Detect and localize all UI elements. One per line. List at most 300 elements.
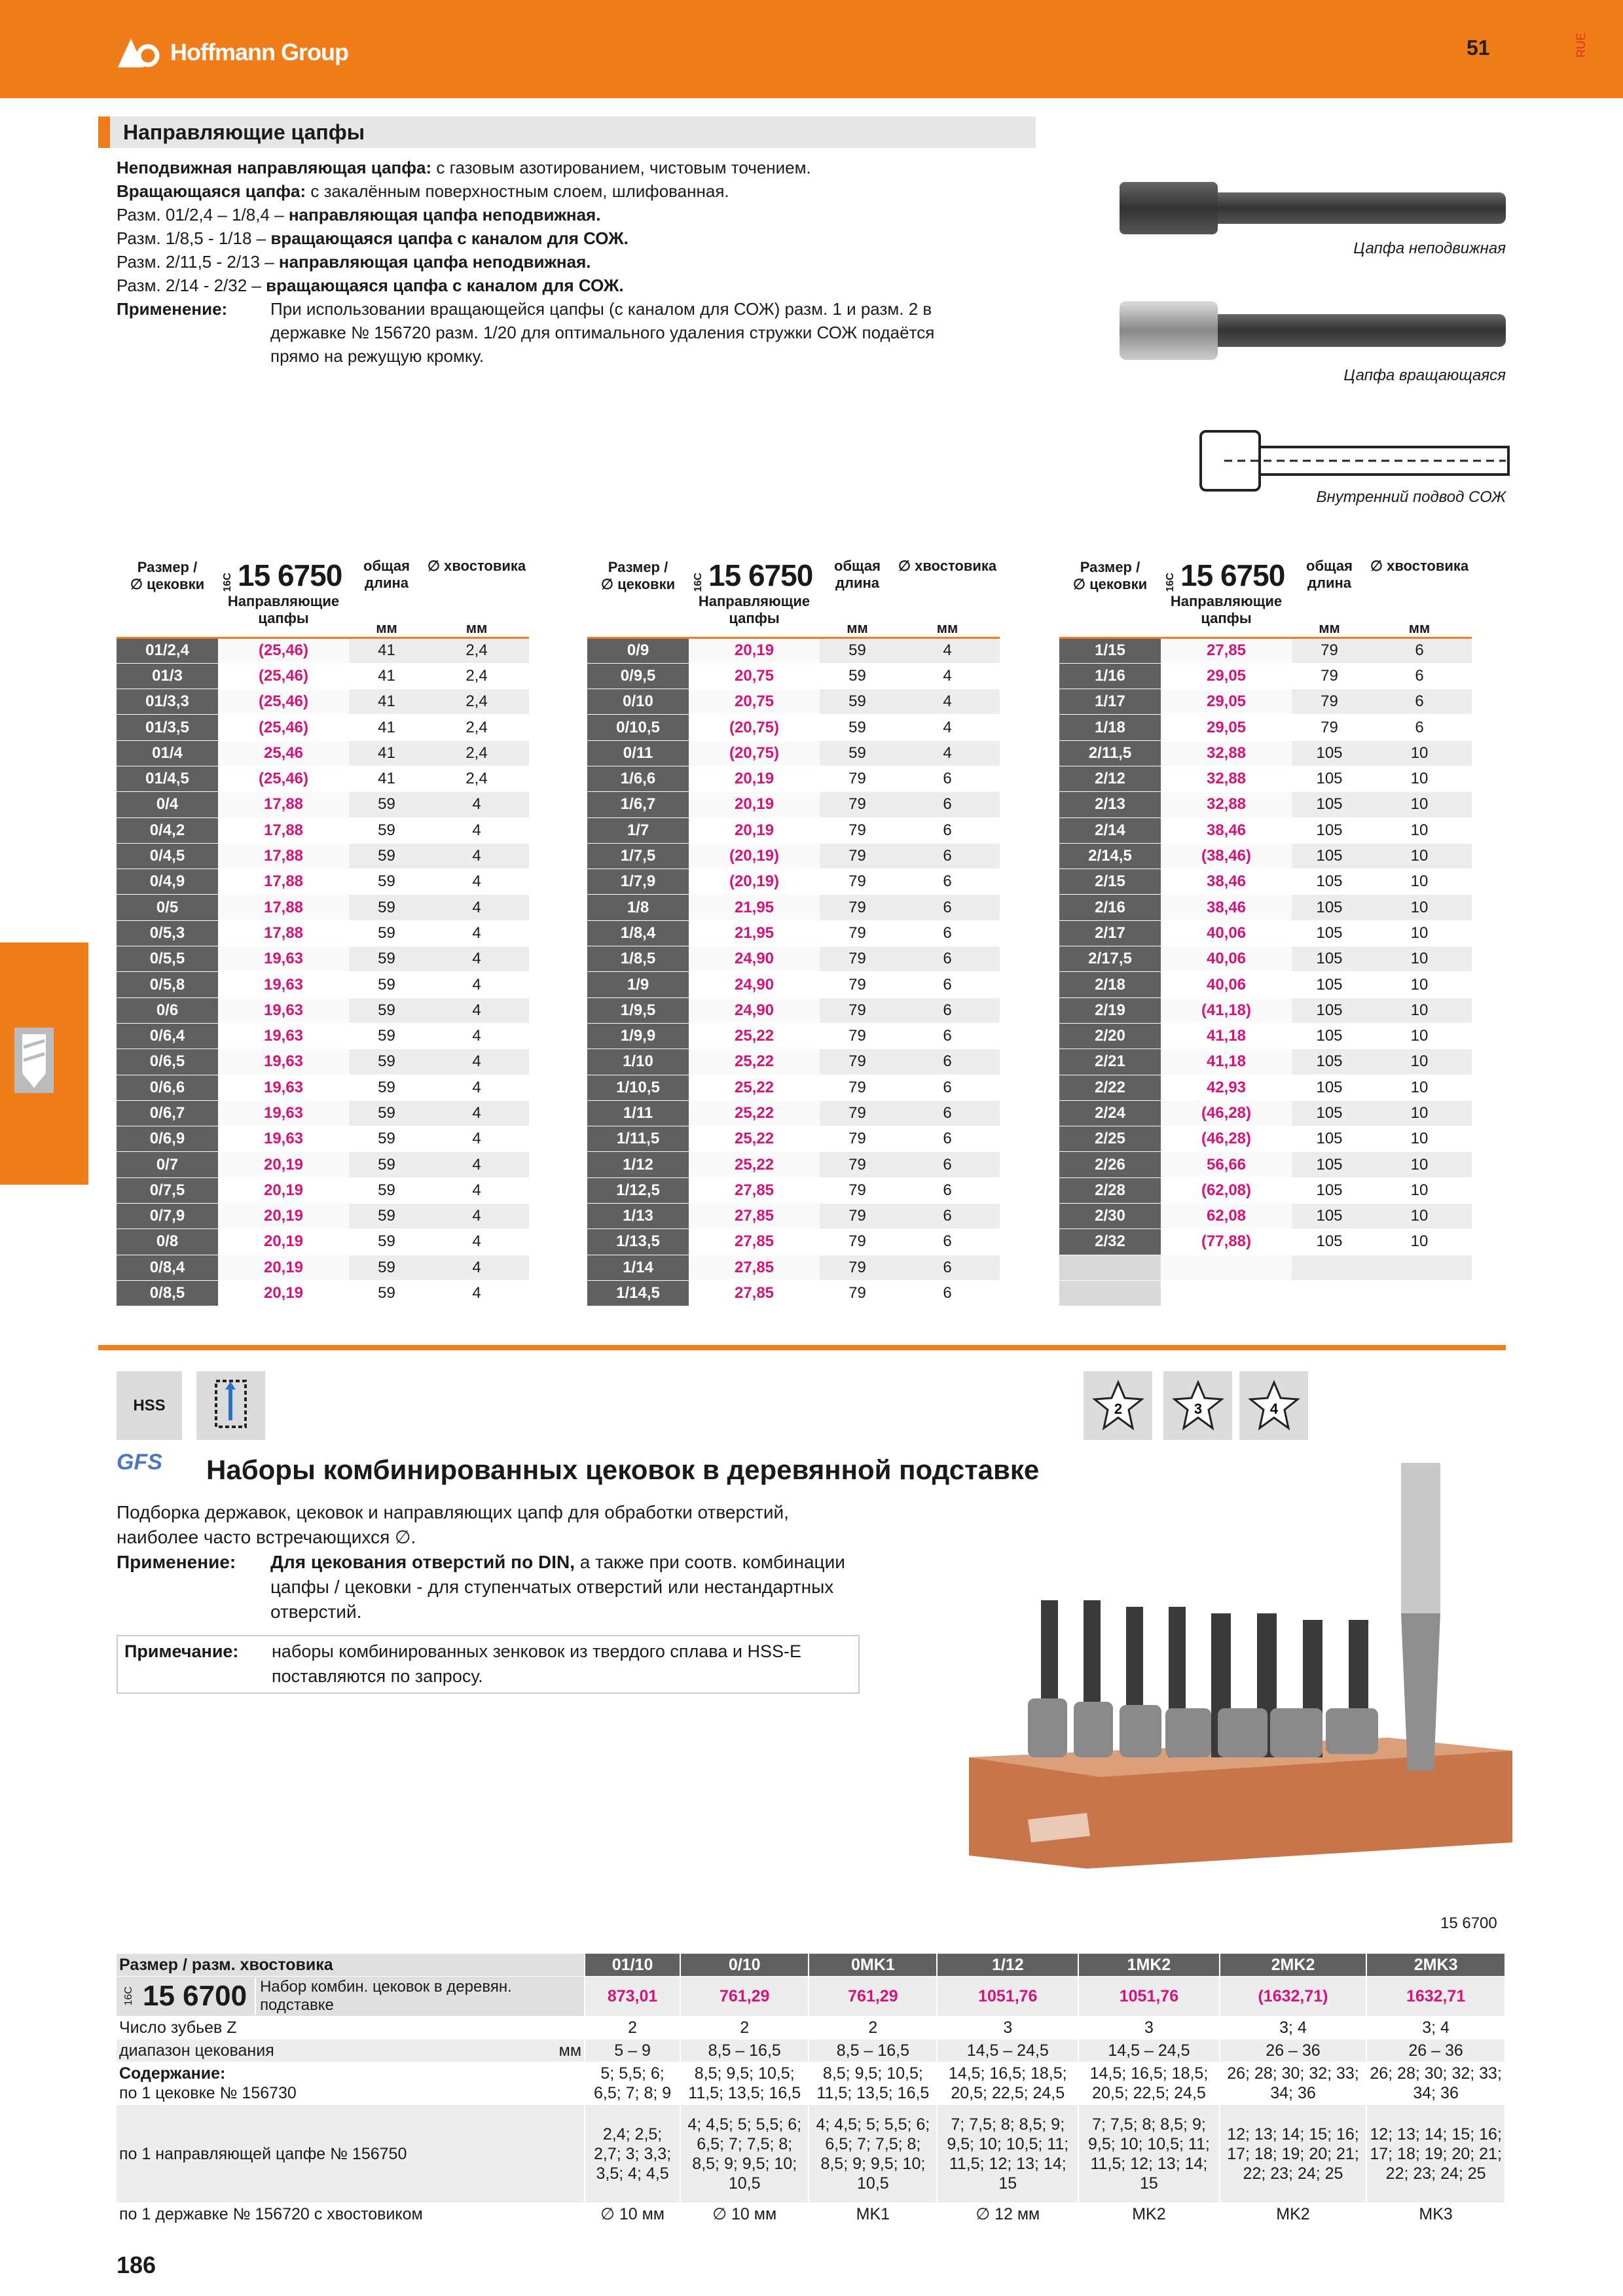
size-cell: 2/16 [1059,895,1161,920]
size-cell: 1/14 [587,1255,689,1280]
shank-cell: 4 [424,920,529,946]
drill-icon [14,1028,54,1093]
length-cell: 59 [349,1204,424,1229]
price-cell[interactable]: 17,88 [218,895,349,920]
shank-cell: 4 [424,1100,529,1126]
table-row [587,1204,1000,1229]
size-cell: 0/4,9 [117,869,218,895]
pins-cell: 7; 7,5; 8; 8,5; 9; 9,5; 10; 10,5; 11; 11,5; 12; 13; 14; 15 [937,2105,1078,2203]
table-row [117,2039,1505,2062]
prices-cell[interactable]: 761,29 [809,1977,937,2017]
shank-cell: 10 [1367,1075,1472,1100]
price-cell[interactable]: 27,85 [689,1177,820,1203]
application-text: При использовании вращающейся цапфы (с каналом для СОЖ) разм. 1 и разм. 2 в державке № 156720 разм. 1/20 для оптимального удаления стружки СОЖ подаётся прямо на режущую кромку. [270,299,935,366]
sizes-cell: 2MK3 [1366,1954,1505,1977]
shank-cell: 6 [895,920,1000,946]
price-cell[interactable]: 19,63 [218,997,349,1023]
size-cell: 1/7,5 [587,843,689,869]
shank-cell: 4 [424,1280,529,1306]
shank-cell: 6 [895,1075,1000,1100]
table-row [117,843,529,869]
length-cell: 105 [1292,740,1367,766]
shank-cell: 4 [424,817,529,843]
size-cell: 1/11,5 [587,1126,689,1152]
price-cell[interactable]: 20,19 [218,1177,349,1203]
shank-cell: 10 [1367,946,1472,972]
price-cell[interactable]: (20,75) [689,715,820,740]
price-cell[interactable]: (20,19) [689,869,820,895]
price-cell[interactable]: 38,46 [1161,817,1292,843]
table-row [587,689,1000,715]
price-cell[interactable]: 19,63 [218,1100,349,1126]
unit-mm: мм [424,593,529,637]
price-cell[interactable]: 56,66 [1161,1152,1292,1177]
size-cell: 0/4 [117,792,218,817]
shank-cell: 10 [1367,1023,1472,1049]
table-row [587,817,1000,843]
length-cell: 59 [349,1126,424,1152]
price-cell[interactable]: 25,22 [689,1075,820,1100]
price-cell[interactable]: 41,18 [1161,1049,1292,1075]
length-cell: 79 [1292,663,1367,689]
coolant-diagram [1198,429,1512,494]
shank-cell: 10 [1367,895,1472,920]
price-cell[interactable]: 17,88 [218,843,349,869]
length-cell: 79 [1292,637,1367,663]
holders-cell: ∅ 10 мм [680,2203,809,2226]
price-cell[interactable]: 40,06 [1161,920,1292,946]
size-cell: 2/28 [1059,1177,1161,1203]
length-cell: 59 [349,869,424,895]
length-cell: 105 [1292,1204,1367,1229]
length-cell: 79 [820,843,895,869]
table-row [117,663,529,689]
description-text: Разм. 01/2,4 – 1/8,4 – [117,205,289,224]
shank-cell: 6 [895,1049,1000,1075]
shank-cell: 4 [424,1049,529,1075]
price-cell[interactable]: 27,85 [689,1229,820,1255]
price-cell[interactable]: 20,19 [689,792,820,817]
length-cell: 79 [820,792,895,817]
price-cell[interactable]: 25,22 [689,1100,820,1126]
size-cell: 0/5 [117,895,218,920]
size-cell: 0/4,2 [117,817,218,843]
table-row [117,2062,1505,2105]
length-cell: 59 [820,637,895,663]
prices-cell[interactable]: 1051,76 [937,1977,1078,2017]
price-cell[interactable]: 40,06 [1161,972,1292,997]
length-cell: 59 [820,663,895,689]
note-text: наборы комбинированных зенковок из твердого сплава и HSS-E поставляются по запросу. [272,1641,801,1686]
size-cell: 0/7 [117,1152,218,1177]
size-cell: 1/6,7 [587,792,689,817]
row-label: Размер / разм. хвостовика [117,1954,585,1977]
row-label: Число зубьев Z [117,2017,585,2039]
price-cell[interactable]: 20,19 [689,637,820,663]
size-cell: 0/5,3 [117,920,218,946]
table-row [117,972,529,997]
shank-cell: 4 [424,997,529,1023]
length-cell: 79 [1292,689,1367,715]
holders-cell: ∅ 10 мм [585,2203,680,2226]
price-cell[interactable]: 24,90 [689,946,820,972]
price-cell[interactable]: (38,46) [1161,843,1292,869]
section-title: Направляющие цапфы [123,120,365,144]
table-row [1059,1049,1472,1075]
price-cell[interactable]: 38,46 [1161,869,1292,895]
length-cell: 59 [349,1049,424,1075]
size-cell: 1/18 [1059,715,1161,740]
size-cell: 0/6 [117,997,218,1023]
description-line [117,274,1046,297]
photo-article-number: 15 6700 [1440,1914,1497,1932]
length-cell: 105 [1292,1177,1367,1203]
price-cell[interactable]: (20,75) [689,740,820,766]
table-row [1059,689,1472,715]
size-cell: 0/8,5 [117,1280,218,1306]
ranges-cell: 5 – 9 [585,2039,680,2062]
size-cell: 0/6,5 [117,1049,218,1075]
unit-mm: мм [1292,593,1367,637]
shank-cell: 10 [1367,1152,1472,1177]
teeth-2-label: 2 [1114,1400,1122,1417]
holders-cell: MK2 [1078,2203,1220,2226]
length-cell: 105 [1292,1075,1367,1100]
length-cell: 59 [820,740,895,766]
size-cell: 0/6,4 [117,1023,218,1049]
table-row [117,1204,529,1229]
table-row [117,1977,1505,2017]
table-row [117,1152,529,1177]
price-cell[interactable]: (25,46) [218,766,349,791]
size-cell: 0/11 [587,740,689,766]
table-row [587,766,1000,791]
price-cell[interactable]: 19,63 [218,1075,349,1100]
price-cell[interactable]: 32,88 [1161,792,1292,817]
pins-cell: 12; 13; 14; 15; 16; 17; 18; 19; 20; 21; 22; 23; 24; 25 [1220,2105,1366,2203]
sizes-cell: 1/12 [937,1954,1078,1977]
price-cell[interactable]: 42,93 [1161,1075,1292,1100]
price-cell[interactable]: 19,63 [218,1049,349,1075]
price-cell[interactable]: 24,90 [689,997,820,1023]
size-cell: 2/30 [1059,1204,1161,1229]
table-row [117,1229,529,1255]
table-row [587,843,1000,869]
application-bold: Для цекования отверстий по DIN, [270,1552,575,1572]
length-cell: 105 [1292,1152,1367,1177]
table-row [1059,1126,1472,1152]
length-cell: 59 [349,946,424,972]
shank-cell: 10 [1367,1229,1472,1255]
table-row [587,715,1000,740]
shank-cell: 4 [424,1204,529,1229]
length-cell: 41 [349,637,424,663]
teeth-cell: 2 [585,2017,680,2039]
price-cell[interactable]: 20,75 [689,689,820,715]
length-cell: 59 [349,972,424,997]
cb-cell: 14,5; 16,5; 18,5; 20,5; 22,5; 24,5 [1078,2062,1220,2105]
teeth-4-label: 4 [1269,1400,1278,1417]
table-row [1059,997,1472,1023]
shank-cell: 4 [424,1177,529,1203]
caption-fixed-pin: Цапфа неподвижная [1353,240,1506,257]
shank-cell: 10 [1367,1049,1472,1075]
shank-cell: 4 [424,1229,529,1255]
size-cell: 2/26 [1059,1152,1161,1177]
table-row [117,637,529,663]
row-label: Содержание: по 1 цековке № 156730 [117,2062,585,2105]
shank-cell: 4 [424,843,529,869]
size-cell: 0/8,4 [117,1255,218,1280]
table-row [587,740,1000,766]
price-cell[interactable]: 20,19 [689,817,820,843]
shank-cell: 6 [895,1126,1000,1152]
shank-cell: 10 [1367,843,1472,869]
table-row [1059,1152,1472,1177]
table-row [1059,895,1472,920]
shank-cell: 10 [1367,740,1472,766]
caption-coolant: Внутренний подвод СОЖ [1316,488,1506,506]
table-row [117,2017,1505,2039]
length-cell: 79 [820,1229,895,1255]
price-cell[interactable]: 41,18 [1161,1023,1292,1049]
shank-cell: 2,4 [424,637,529,663]
ranges-cell: 26 – 36 [1366,2039,1505,2062]
price-cell[interactable]: 29,05 [1161,663,1292,689]
article-desc: Направляющие цапфы [218,593,349,637]
price-cell[interactable]: 25,22 [689,1126,820,1152]
material-badge: HSS [117,1371,182,1440]
price-cell[interactable]: 21,95 [689,920,820,946]
table-row [117,1177,529,1203]
price-cell[interactable]: 32,88 [1161,740,1292,766]
shank-cell: 6 [895,1100,1000,1126]
size-cell: 0/5,5 [117,946,218,972]
price-cell[interactable]: 20,19 [218,1229,349,1255]
size-cell: 2/21 [1059,1049,1161,1075]
prices-cell[interactable]: 1051,76 [1078,1977,1220,2017]
shank-cell: 4 [424,1075,529,1100]
size-cell: 2/19 [1059,997,1161,1023]
shank-cell: 6 [1367,689,1472,715]
price-cell[interactable]: 62,08 [1161,1204,1292,1229]
size-cell: 0/6,7 [117,1100,218,1126]
note-box [117,1635,860,1694]
price-cell[interactable]: 17,88 [218,817,349,843]
size-cell: 1/11 [587,1100,689,1126]
pins-cell: 12; 13; 14; 15; 16; 17; 18; 19; 20; 21; 22; 23; 24; 25 [1366,2105,1505,2203]
sizes-cell: 01/10 [585,1954,680,1977]
size-cell: 01/3 [117,663,218,689]
shank-cell: 4 [895,637,1000,663]
length-cell: 41 [349,689,424,715]
cb-cell: 14,5; 16,5; 18,5; 20,5; 22,5; 24,5 [937,2062,1078,2105]
price-cell[interactable]: (20,19) [689,843,820,869]
price-cell[interactable]: 25,22 [689,1049,820,1075]
length-cell: 59 [349,792,424,817]
table-row [587,663,1000,689]
price-cell[interactable]: 27,85 [689,1255,820,1280]
application-text: а также при соотв. комбинации цапфы / цековки - для ступенчатых отверстий или нестандартных отверстий. [270,1552,845,1622]
shank-cell: 2,4 [424,689,529,715]
size-cell: 2/15 [1059,869,1161,895]
application-row [117,1550,869,1624]
shank-cell: 4 [424,869,529,895]
price-cell[interactable]: 17,88 [218,869,349,895]
price-cell[interactable]: 32,88 [1161,766,1292,791]
teeth-2-icon [1084,1371,1152,1440]
length-cell: 79 [820,895,895,920]
size-cell: 2/22 [1059,1075,1161,1100]
length-cell: 105 [1292,1100,1367,1126]
shank-cell: 2,4 [424,740,529,766]
table-row [1059,715,1472,740]
shank-cell: 4 [424,792,529,817]
price-cell[interactable]: 19,63 [218,1023,349,1049]
price-cell[interactable]: 19,63 [218,972,349,997]
pins-cell: 4; 4,5; 5; 5,5; 6; 6,5; 7; 7,5; 8; 8,5; 9; 9,5; 10; 10,5 [809,2105,937,2203]
length-cell: 79 [820,1126,895,1152]
prices-cell[interactable]: (1632,71) [1220,1977,1366,2017]
price-cell[interactable]: 19,63 [218,946,349,972]
prices-cell[interactable]: 1632,71 [1366,1977,1505,2017]
size-cell: 1/10,5 [587,1075,689,1100]
unit-mm: мм [349,593,424,637]
shank-cell: 6 [895,972,1000,997]
table-row [1059,920,1472,946]
price-cell[interactable]: (41,18) [1161,997,1292,1023]
price-cell[interactable]: 25,22 [689,1152,820,1177]
price-cell[interactable]: 21,95 [689,895,820,920]
price-cell[interactable]: (46,28) [1161,1100,1292,1126]
pins-cell: 2,4; 2,5; 2,7; 3; 3,3; 3,5; 4; 4,5 [585,2105,680,2203]
size-cell: 2/14 [1059,817,1161,843]
shank-cell: 4 [424,1255,529,1280]
holders-cell: MK3 [1366,2203,1505,2226]
table-row [1059,1100,1472,1126]
shank-cell: 4 [895,740,1000,766]
prices-cell[interactable]: 873,01 [585,1977,680,2017]
shank-cell: 6 [1367,715,1472,740]
shank-cell: 10 [1367,1126,1472,1152]
description-line [117,156,1046,179]
rotating-pin-image [1120,301,1512,360]
col-length-header: общая длина [834,558,881,591]
price-cell[interactable]: 20,19 [218,1152,349,1177]
price-cell[interactable]: 24,90 [689,972,820,997]
application-label: Применение: [117,1552,236,1572]
shank-cell: 6 [895,1204,1000,1229]
size-cell: 2/11,5 [1059,740,1161,766]
teeth-3-icon [1163,1371,1232,1440]
length-cell: 59 [349,1100,424,1126]
price-cell[interactable]: (46,28) [1161,1126,1292,1152]
size-cell: 1/14,5 [587,1280,689,1306]
shank-cell: 4 [424,946,529,972]
price-cell[interactable]: 40,06 [1161,946,1292,972]
price-cell[interactable]: 20,19 [218,1255,349,1280]
col-size-header: Размер / ∅ цековки [117,558,218,637]
length-cell: 105 [1292,920,1367,946]
price-cell[interactable]: 27,85 [689,1280,820,1306]
coolant-icon [196,1371,265,1440]
pins-table-3 [1059,558,1472,1306]
sizes-cell: 0MK1 [809,1954,937,1977]
size-cell: 2/17 [1059,920,1161,946]
table-row [117,895,529,920]
price-cell[interactable]: 29,05 [1161,689,1292,715]
price-cell[interactable]: 27,85 [689,1204,820,1229]
price-cell[interactable]: (62,08) [1161,1177,1292,1203]
table-row [587,972,1000,997]
price-cell[interactable]: 17,88 [218,920,349,946]
table-row [117,1280,529,1306]
pins-table-1 [117,558,529,1306]
price-cell[interactable]: 25,46 [218,740,349,766]
price-cell[interactable]: 20,19 [218,1280,349,1306]
shank-cell: 10 [1367,1177,1472,1203]
size-cell: 0/4,5 [117,843,218,869]
price-cell[interactable]: (25,46) [218,637,349,663]
table-row [1059,946,1472,972]
price-cell[interactable]: 20,19 [689,766,820,791]
length-cell: 79 [820,946,895,972]
table-row [117,920,529,946]
length-cell: 59 [349,895,424,920]
price-cell[interactable]: 29,05 [1161,715,1292,740]
price-cell[interactable]: (77,88) [1161,1229,1292,1255]
price-cell[interactable]: 27,85 [1161,637,1292,663]
price-cell[interactable]: 19,63 [218,1126,349,1152]
table-row [117,817,529,843]
table-row [117,766,529,791]
price-cell[interactable]: (25,46) [218,663,349,689]
size-cell: 0/9,5 [587,663,689,689]
col-article-header: 16C 15 6750 [222,558,342,592]
table-row [117,997,529,1023]
size-cell: 0/8 [117,1229,218,1255]
size-cell: 0/10,5 [587,715,689,740]
length-cell: 79 [820,1049,895,1075]
table-row [117,1049,529,1075]
table-row [587,997,1000,1023]
shank-cell: 4 [424,1023,529,1049]
table-row [587,792,1000,817]
table-row [117,792,529,817]
price-cell[interactable]: 20,75 [689,663,820,689]
price-cell[interactable]: 38,46 [1161,895,1292,920]
price-cell[interactable]: 17,88 [218,792,349,817]
size-cell: 01/4,5 [117,766,218,791]
table-row [117,946,529,972]
ranges-cell: 14,5 – 24,5 [937,2039,1078,2062]
size-cell: 01/4 [117,740,218,766]
teeth-3-label: 3 [1194,1400,1202,1417]
length-cell [1292,1280,1367,1306]
length-cell: 79 [820,1255,895,1280]
col-article-header: 16C 15 6750 [693,558,813,592]
table-row [1059,766,1472,791]
table-row [1059,792,1472,817]
prices-cell[interactable]: 761,29 [680,1977,809,2017]
price-cell[interactable]: 25,22 [689,1023,820,1049]
size-cell: 1/8 [587,895,689,920]
price-cell[interactable]: 20,19 [218,1204,349,1229]
length-cell: 59 [349,1152,424,1177]
application-label: Применение: [117,299,228,319]
price-cell[interactable]: (25,46) [218,689,349,715]
price-cell[interactable]: (25,46) [218,715,349,740]
